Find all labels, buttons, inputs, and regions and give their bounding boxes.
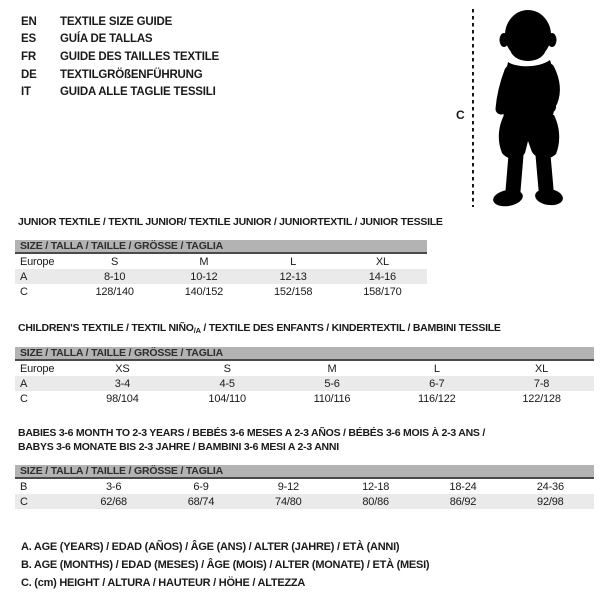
table-row <box>15 494 594 509</box>
table-cell: 74/80 <box>275 495 302 508</box>
table-cell: L <box>290 255 297 268</box>
table-cell: S <box>111 255 119 268</box>
table-row <box>15 254 427 269</box>
table-cell: 14-16 <box>368 270 396 283</box>
language-code: ES <box>21 33 36 46</box>
table-cell: 12-18 <box>362 480 390 493</box>
table-cell: S <box>223 362 231 375</box>
language-code: DE <box>21 68 37 81</box>
size-table-section <box>15 426 594 509</box>
table-cell: 80/86 <box>362 495 389 508</box>
table-cell: 122/128 <box>522 392 561 405</box>
table-cell: XL <box>375 255 389 268</box>
table-title-line <box>18 321 594 336</box>
guide-title: TEXTILE SIZE GUIDE <box>60 15 173 28</box>
size-table-section <box>15 321 594 406</box>
table-title <box>18 321 594 336</box>
language-code: FR <box>21 50 36 63</box>
table-row <box>15 391 594 406</box>
table-title-text: BABIES 3-6 MONTH TO 2-3 YEARS / BEBÉS 3-6 MESES A 2-3 AÑOS / BÉBÉS 3-6 MOIS À 2-3 ANS / <box>18 427 486 439</box>
table-cell: 140/152 <box>184 285 224 298</box>
table-cell: 86/92 <box>449 495 477 508</box>
table-cell: 104/110 <box>208 392 246 405</box>
table-row <box>15 376 594 391</box>
legend <box>21 539 429 592</box>
table-cell: M <box>199 255 209 268</box>
language-row <box>21 31 219 49</box>
table-cell: 110/116 <box>313 392 351 405</box>
row-label: Europe <box>20 255 55 268</box>
table-title-line <box>18 215 443 229</box>
table-cell: 10-12 <box>190 270 218 283</box>
table-title-text: CHILDREN'S TEXTILE / TEXTIL NIÑO <box>18 322 194 334</box>
table-cell: 9-12 <box>277 480 299 493</box>
guide-title: GUIDA ALLE TAGLIE TESSILI <box>60 86 216 99</box>
table-cell: 3-6 <box>106 480 122 493</box>
table-row <box>15 479 594 494</box>
language-row <box>21 13 219 31</box>
language-code: EN <box>21 15 37 28</box>
table-cell: 98/104 <box>106 392 139 405</box>
table-cell: 18-24 <box>449 480 477 493</box>
table-title <box>18 426 594 454</box>
table-cell: 68/74 <box>187 495 215 508</box>
table-title-text: JUNIOR TEXTILE / TEXTIL JUNIOR/ TEXTILE JUNIOR / JUNIORTEXTIL / JUNIOR TESSILE <box>18 216 443 228</box>
row-label: Europe <box>20 362 55 375</box>
size-header-label: SIZE / TALLA / TAILLE / GRÖSSE / TAGLIA <box>20 240 223 252</box>
row-label: C <box>20 285 28 298</box>
row-label: A <box>20 270 28 283</box>
table-cell: 6-9 <box>193 480 209 493</box>
table-title-line <box>18 426 594 440</box>
legend-line: B. AGE (MONTHS) / EDAD (MESES) / ÂGE (MOIS) / ALTER (MONATE) / ETÀ (MESI) <box>21 558 430 571</box>
guide-title: GUÍA DE TALLAS <box>60 33 153 46</box>
row-label: A <box>20 377 28 390</box>
table-cell: 4-5 <box>219 377 235 390</box>
size-header-band <box>15 240 427 254</box>
table-cell: 62/68 <box>100 495 127 508</box>
size-header-label: SIZE / TALLA / TAILLE / GRÖSSE / TAGLIA <box>20 347 223 359</box>
table-row <box>15 284 427 299</box>
table-title <box>18 215 443 229</box>
table-cell: 5-6 <box>324 377 340 390</box>
table-title-text: / TEXTILE DES ENFANTS / KINDERTEXTIL / BAMBINI TESSILE <box>200 322 501 334</box>
guide-title: GUIDE DES TAILLES TEXTILE <box>60 50 219 63</box>
row-label: C <box>20 392 28 405</box>
language-row <box>21 66 219 84</box>
table-cell: 3-4 <box>114 377 131 390</box>
row-label: C <box>20 495 28 508</box>
table-cell: 116/122 <box>418 392 456 405</box>
size-header-band <box>15 465 594 479</box>
table-row <box>15 269 427 284</box>
size-header-band <box>15 347 594 361</box>
table-title-text: /A <box>193 326 201 335</box>
table-cell: 24-36 <box>536 480 564 493</box>
legend-line: C. (cm) HEIGHT / ALTURA / HAUTEUR / HÖHE / ALTEZZA <box>21 576 306 589</box>
table-cell: 92/98 <box>537 495 564 508</box>
table-cell: XL <box>535 362 549 375</box>
table-cell: L <box>433 362 440 375</box>
table-cell: M <box>327 362 337 375</box>
table-cell: 7-8 <box>533 377 550 390</box>
height-measure-dotted-line <box>472 9 474 207</box>
language-row <box>21 48 219 66</box>
row-label: B <box>20 480 28 493</box>
height-measure-label: C <box>456 108 465 122</box>
table-cell: 12-13 <box>279 270 307 283</box>
table-cell: XS <box>115 362 130 375</box>
table-row <box>15 361 594 376</box>
guide-title: TEXTILGRÖßENFÜHRUNG <box>60 68 203 81</box>
table-title-line <box>18 440 594 454</box>
legend-line: A. AGE (YEARS) / EDAD (AÑOS) / ÂGE (ANS) / ALTER (JAHRE) / ETÀ (ANNI) <box>21 541 400 553</box>
language-code: IT <box>21 86 31 99</box>
size-table-section <box>15 215 443 299</box>
table-cell: 6-7 <box>429 377 445 390</box>
table-cell: 158/170 <box>363 285 402 298</box>
size-header-label: SIZE / TALLA / TAILLE / GRÖSSE / TAGLIA <box>20 465 223 477</box>
table-cell: 8-10 <box>104 270 126 283</box>
table-cell: 128/140 <box>95 285 134 298</box>
table-title-text: BABYS 3-6 MONATE BIS 2-3 JAHRE / BAMBINI 3-6 MESI A 2-3 ANNI <box>18 441 339 453</box>
language-row <box>21 83 219 101</box>
language-list <box>21 13 219 101</box>
table-cell: 152/158 <box>273 285 313 298</box>
baby-silhouette-icon <box>481 8 575 210</box>
